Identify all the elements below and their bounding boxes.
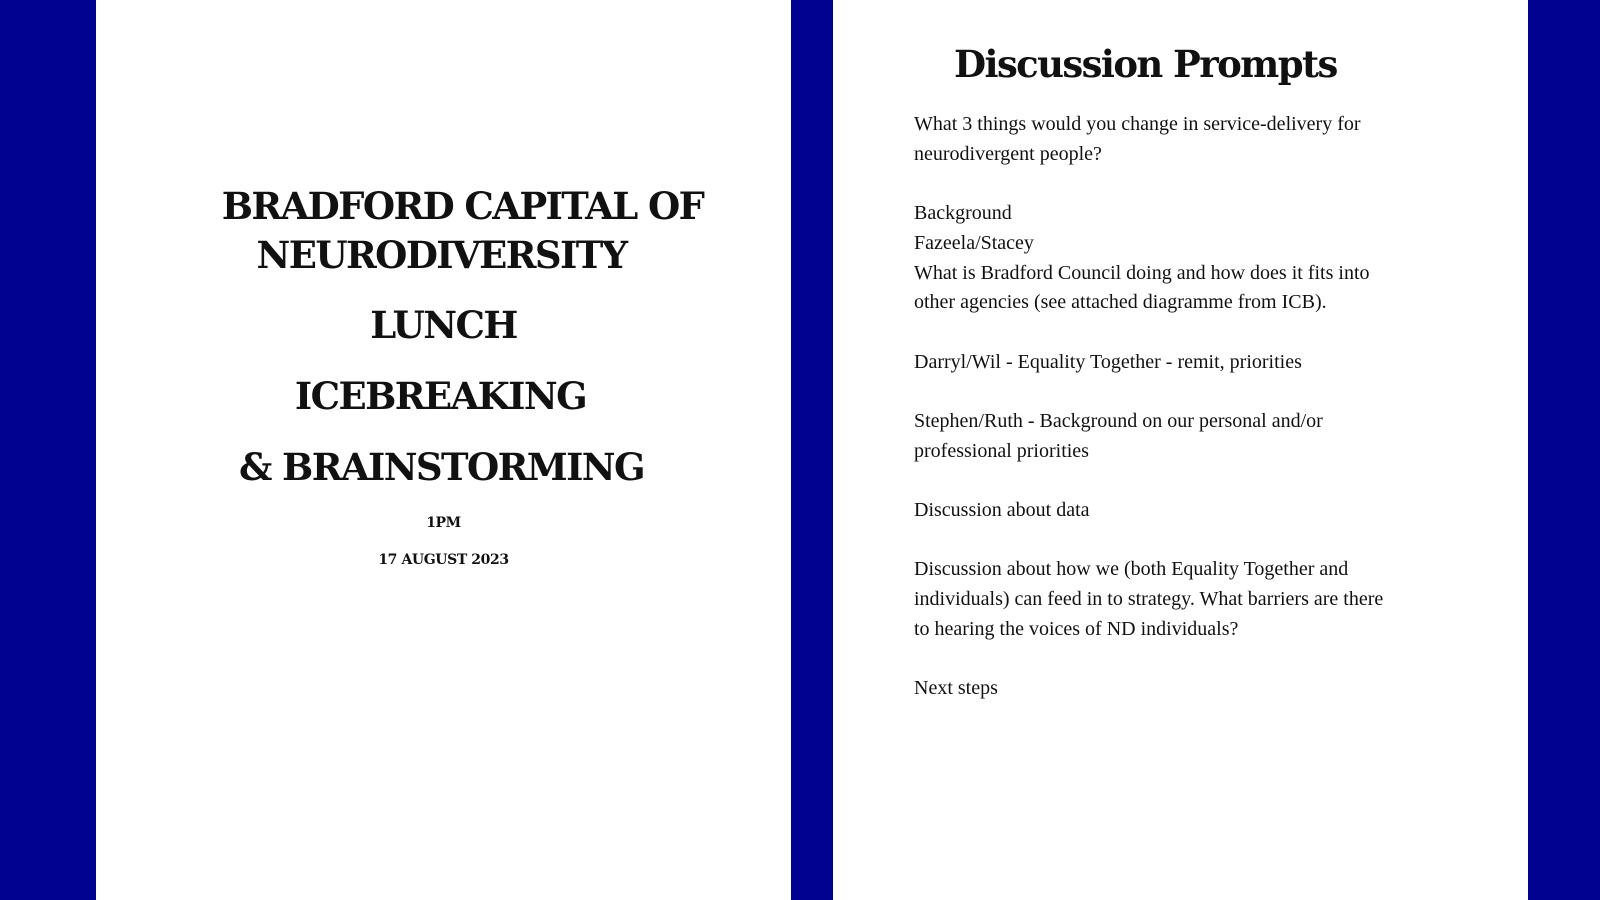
prompt-line: What is Bradford Council doing and how does it fits into — [914, 261, 1370, 284]
prompt-line: What 3 things would you change in service-delivery for — [914, 113, 1361, 135]
prompt-line: Next steps — [914, 677, 998, 700]
prompt-line: Discussion about data — [914, 499, 1090, 522]
prompt-line: Stephen/Ruth - Background on our personal and/or — [914, 409, 1323, 432]
title-line-1: BRADFORD CAPITAL OF — [221, 184, 704, 228]
prompt-line: to hearing the voices of ND individuals? — [914, 617, 1239, 640]
prompt-line: Darryl/Wil - Equality Together - remit, priorities — [914, 350, 1302, 373]
discussion-prompts-list — [914, 110, 1474, 734]
title-page — [96, 0, 791, 900]
prompt-line: Fazeela/Stacey — [914, 231, 1034, 254]
page-title: Discussion Prompts — [954, 42, 1337, 86]
prompt-block — [914, 496, 1474, 526]
title-line-2: NEURODIVERSITY — [256, 233, 627, 277]
prompt-line: neurodivergent people? — [914, 142, 1102, 165]
prompt-block — [914, 348, 1474, 378]
prompt-block — [914, 555, 1474, 644]
prompt-line: Background — [914, 202, 1012, 225]
prompt-block — [914, 674, 1474, 704]
prompt-line: individuals) can feed in to strategy. What barriers are there — [914, 588, 1384, 611]
prompt-block — [914, 199, 1474, 318]
title-line-brainstorming: & BRAINSTORMING — [238, 445, 645, 489]
title-line-icebreaking: ICEBREAKING — [294, 374, 587, 418]
prompt-block — [914, 110, 1474, 169]
discussion-page — [833, 0, 1528, 900]
prompt-line: professional priorities — [914, 439, 1089, 462]
prompt-line: Discussion about how we (both Equality Together and — [914, 558, 1349, 581]
title-line-lunch: LUNCH — [370, 303, 517, 347]
event-date: 17 AUGUST 2023 — [378, 552, 509, 568]
event-time: 1PM — [426, 515, 461, 531]
prompt-line: other agencies (see attached diagramme from ICB). — [914, 291, 1327, 314]
prompt-block — [914, 407, 1474, 466]
